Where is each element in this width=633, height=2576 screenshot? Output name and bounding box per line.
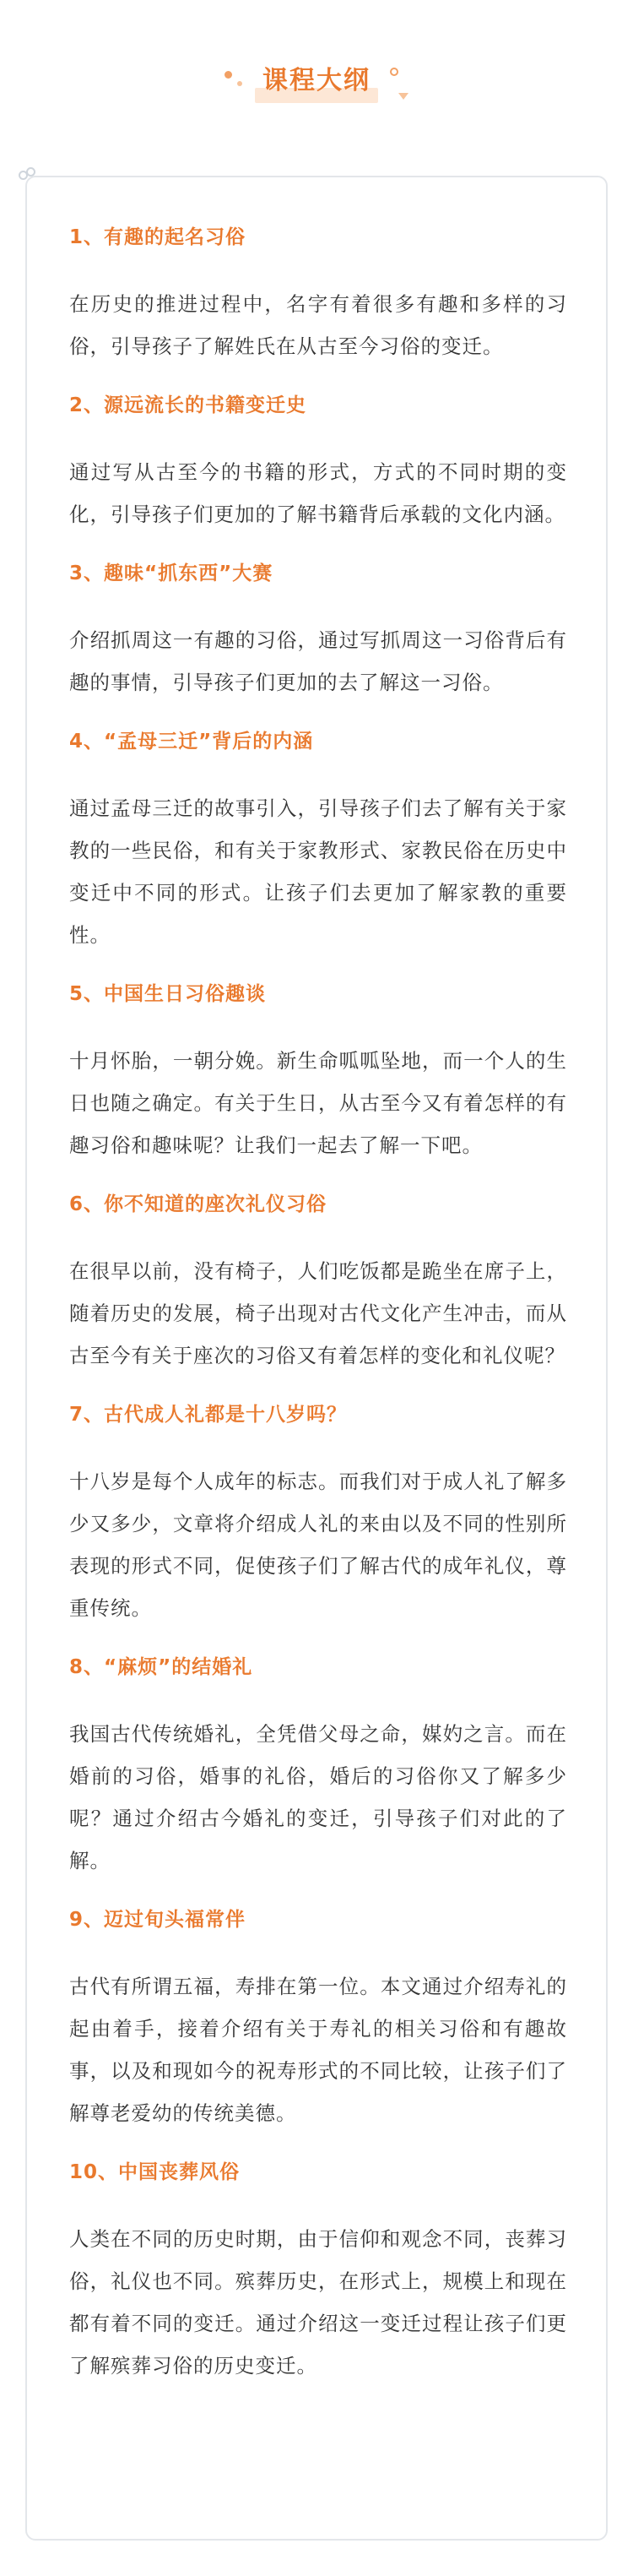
section-heading: 1、有趣的起名习俗 — [69, 224, 246, 251]
outline-section — [69, 2159, 567, 2387]
outline-section — [69, 1654, 567, 1882]
outline-section — [69, 728, 567, 956]
section-body: 十月怀胎，一朝分娩。新生命呱呱坠地，而一个人的生日也随之确定。有关于生日，从古至今又有着怎样的有趣习俗和趣味呢？让我们一起去了解一下吧。 — [69, 1049, 567, 1157]
section-body: 在历史的推进过程中，名字有着很多有趣和多样的习俗，引导孩子了解姓氏在从古至今习俗的变迁。 — [69, 292, 567, 358]
section-body: 古代有所谓五福，寿排在第一位。本文通过介绍寿礼的起由着手，接着介绍有关于寿礼的相关习俗和有趣故事，以及和现如今的祝寿形式的不同比较，让孩子们了解尊老爱幼的传统美德。 — [69, 1975, 567, 2125]
page-header — [0, 51, 633, 110]
section-body: 在很早以前，没有椅子，人们吃饭都是跪坐在席子上，随着历史的发展，椅子出现对古代文化产生冲击，而从古至今有关于座次的习俗又有着怎样的变化和礼仪呢？ — [69, 1259, 567, 1367]
outline-section — [69, 981, 567, 1166]
section-body: 我国古代传统婚礼，全凭借父母之命，媒妁之言。而在婚前的习俗，婚事的礼俗，婚后的习俗你又了解多少呢？通过介绍古今婚礼的变迁，引导孩子们对此的了解。 — [69, 1722, 567, 1872]
section-body: 人类在不同的历史时期，由于信仰和观念不同，丧葬习俗，礼仪也不同。殡葬历史，在形式上，规模上和现在都有着不同的变迁。通过介绍这一变迁过程让孩子们更了解殡葬习俗的历史变迁。 — [69, 2227, 567, 2378]
section-heading: 4、“孟母三迁”背后的内涵 — [69, 728, 313, 755]
section-body: 通过写从古至今的书籍的形式，方式的不同时期的变化，引导孩子们更加的了解书籍背后承载的文化内涵。 — [69, 460, 567, 526]
section-heading: 7、古代成人礼都是十八岁吗？ — [69, 1401, 347, 1428]
section-heading: 5、中国生日习俗趣谈 — [69, 981, 266, 1008]
section-heading: 8、“麻烦”的结婚礼 — [69, 1654, 252, 1681]
outline-section — [69, 224, 567, 367]
outline-section — [69, 1906, 567, 2134]
section-heading: 6、你不知道的座次礼仪习俗 — [69, 1191, 327, 1218]
section-body: 十八岁是每个人成年的标志。而我们对于成人礼了解多少又多少，文章将介绍成人礼的来由以及不同的性别所表现的形式不同，促使孩子们了解古代的成年礼仪，尊重传统。 — [69, 1470, 567, 1620]
outline-section — [69, 392, 567, 535]
section-body: 介绍抓周这一有趣的习俗，通过写抓周这一习俗背后有趣的事情，引导孩子们更加的去了解这一习俗。 — [69, 628, 567, 694]
section-heading: 10、中国丧葬风俗 — [69, 2159, 240, 2186]
outline-section — [69, 1191, 567, 1377]
outline-section — [69, 560, 567, 704]
page-title: 课程大纲 — [262, 66, 371, 95]
section-heading: 2、源远流长的书籍变迁史 — [69, 392, 306, 419]
outline-section — [69, 1401, 567, 1629]
course-outline-list — [69, 224, 567, 2411]
section-heading: 9、迈过旬头福常伴 — [69, 1906, 246, 1933]
section-body: 通过孟母三迁的故事引入，引导孩子们去了解有关于家教的一些民俗，和有关于家教形式、家教民俗在历史中变迁中不同的形式。让孩子们去更加了解家教的重要性。 — [69, 796, 567, 947]
section-heading: 3、趣味“抓东西”大赛 — [69, 560, 273, 587]
